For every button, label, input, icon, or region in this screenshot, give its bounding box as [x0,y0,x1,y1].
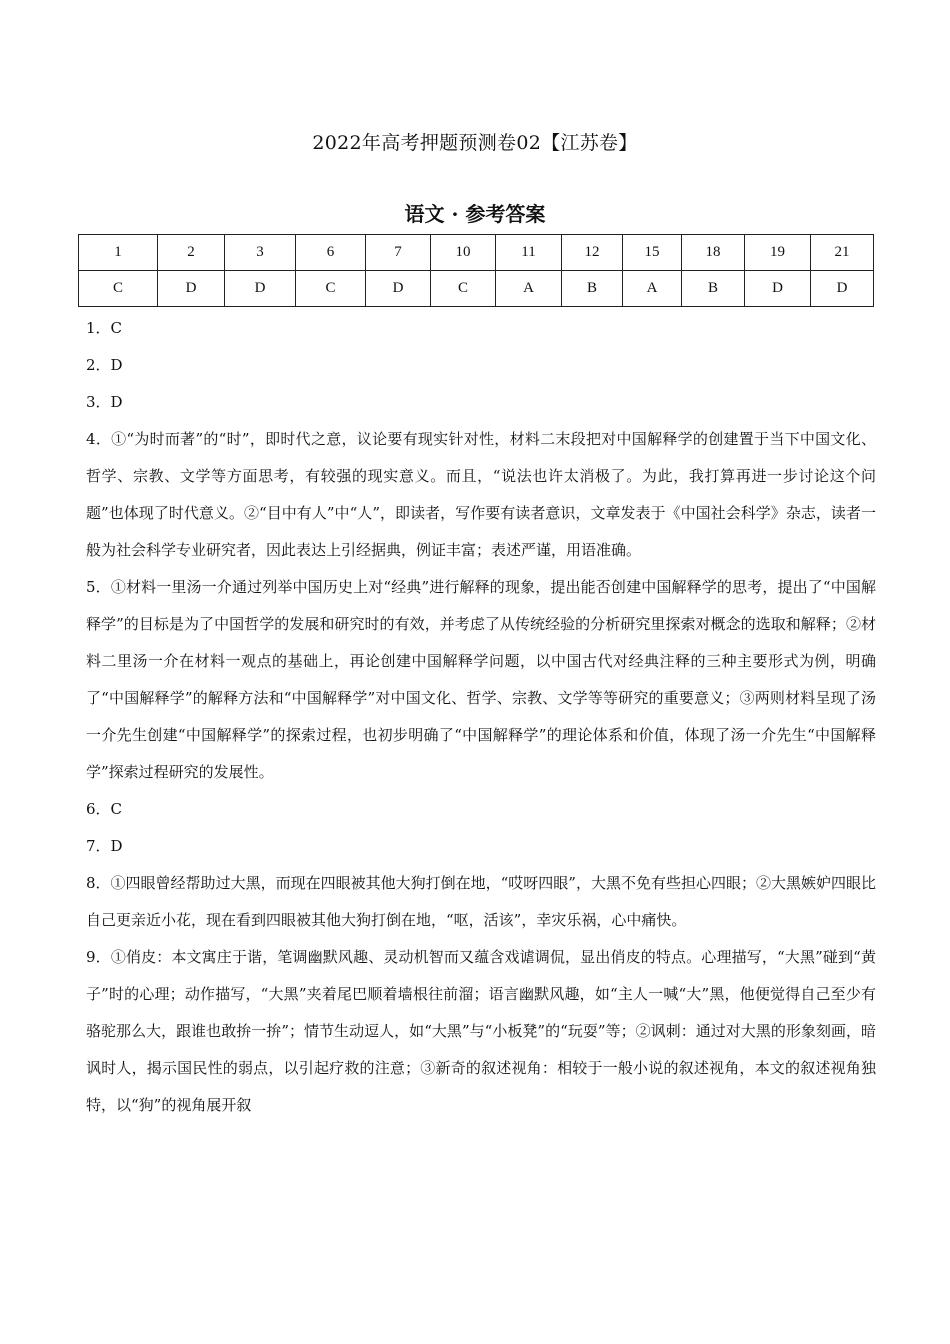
question-number-cell: 2 [158,235,225,271]
answer-cell: D [745,271,811,307]
answer-item: 4．①“为时而著”的“时”，即时代之意，议论要有现实针对性，材料二末段把对中国解释学的创建置于当下中国文化、哲学、宗教、文学等方面思考，有较强的现实意义。而且，“说法也许太消极了。为此，我打算再进一步讨论这个问题”也体现了时代意义。②“目中有人”中“人”，即读者，写作要有读者意识，文章发表于《中国社会科学》杂志，读者一般为社会科学专业研究者，因此表达上引经据典，例证丰富；表述严谨，用语准确。 [86,430,876,559]
question-number-cell: 19 [745,235,811,271]
answer-item: 3．D [86,393,123,411]
question-number-cell: 1 [79,235,158,271]
answer-item: 8．①四眼曾经帮助过大黑，而现在四眼被其他大狗打倒在地，“哎呀四眼”，大黑不免有些担心四眼；②大黑嫉妒四眼比自己更亲近小花，现在看到四眼被其他大狗打倒在地，“呕，活该”，幸灾乐祸，心中痛快。 [86,874,876,929]
question-number-cell: 3 [225,235,296,271]
answer-item: 5．①材料一里汤一介通过列举中国历史上对“经典”进行解释的现象，提出能否创建中国解释学的思考，提出了“中国解释学”的目标是为了中国哲学的发展和研究时的有效，并考虑了从传统经验的分析研究里探索对概念的选取和解释；②材料二里汤一介在材料一观点的基础上，再论创建中国解释学问题，以中国古代对经典注释的三种主要形式为例，明确了“中国解释学”的解释方法和“中国解释学”对中国文化、哲学、宗教、文学等等研究的重要意义；③两则材料呈现了汤一介先生创建“中国解释学”的探索过程，也初步明确了“中国解释学”的理论体系和价值，体现了汤一介先生“中国解释学”探索过程研究的发展性。 [86,578,876,781]
answer-item: 2．D [86,356,123,374]
question-number-cell: 7 [366,235,431,271]
answer-item: 9．①俏皮：本文寓庄于谐，笔调幽默风趣、灵动机智而又蕴含戏谑调侃，显出俏皮的特点。心理描写，“大黑”碰到“黄子”时的心理；动作描写，“大黑”夹着尾巴顺着墙根往前溜；语言幽默风趣，如“主人一喊“大”黑，他便觉得自己至少有骆驼那么大，跟谁也敢拚一拚”；情节生动逗人，如“大黑”与“小板凳”的“玩耍”等；②讽刺：通过对大黑的形象刻画，暗讽时人，揭示国民性的弱点，以引起疗救的注意；③新奇的叙述视角：相较于一般小说的叙述视角，本文的叙述视角独特，以“狗”的视角展开叙 [86,948,876,1114]
answer-cell: C [296,271,366,307]
answer-cell: D [158,271,225,307]
question-number-cell: 10 [431,235,496,271]
answer-cell: D [225,271,296,307]
question-number-cell: 21 [811,235,874,271]
answer-cell: C [431,271,496,307]
question-number-cell: 11 [496,235,562,271]
answer-cell: A [623,271,682,307]
answer-table [78,234,874,307]
answer-explanations [86,310,876,1124]
answer-cell: D [811,271,874,307]
answer-cell: C [79,271,158,307]
answer-cell: B [562,271,623,307]
answer-item: 1．C [86,319,123,337]
page-title: 2022年高考押题预测卷02【江苏卷】 [312,132,638,154]
answer-cell: A [496,271,562,307]
page-subtitle: 语文 · 参考答案 [404,202,546,226]
answer-cell: D [366,271,431,307]
question-number-cell: 18 [682,235,745,271]
answer-row [79,271,874,307]
question-number-cell: 15 [623,235,682,271]
question-number-row [79,235,874,271]
answer-cell: B [682,271,745,307]
answer-item: 7．D [86,837,123,855]
answer-item: 6．C [86,800,123,818]
question-number-cell: 6 [296,235,366,271]
question-number-cell: 12 [562,235,623,271]
